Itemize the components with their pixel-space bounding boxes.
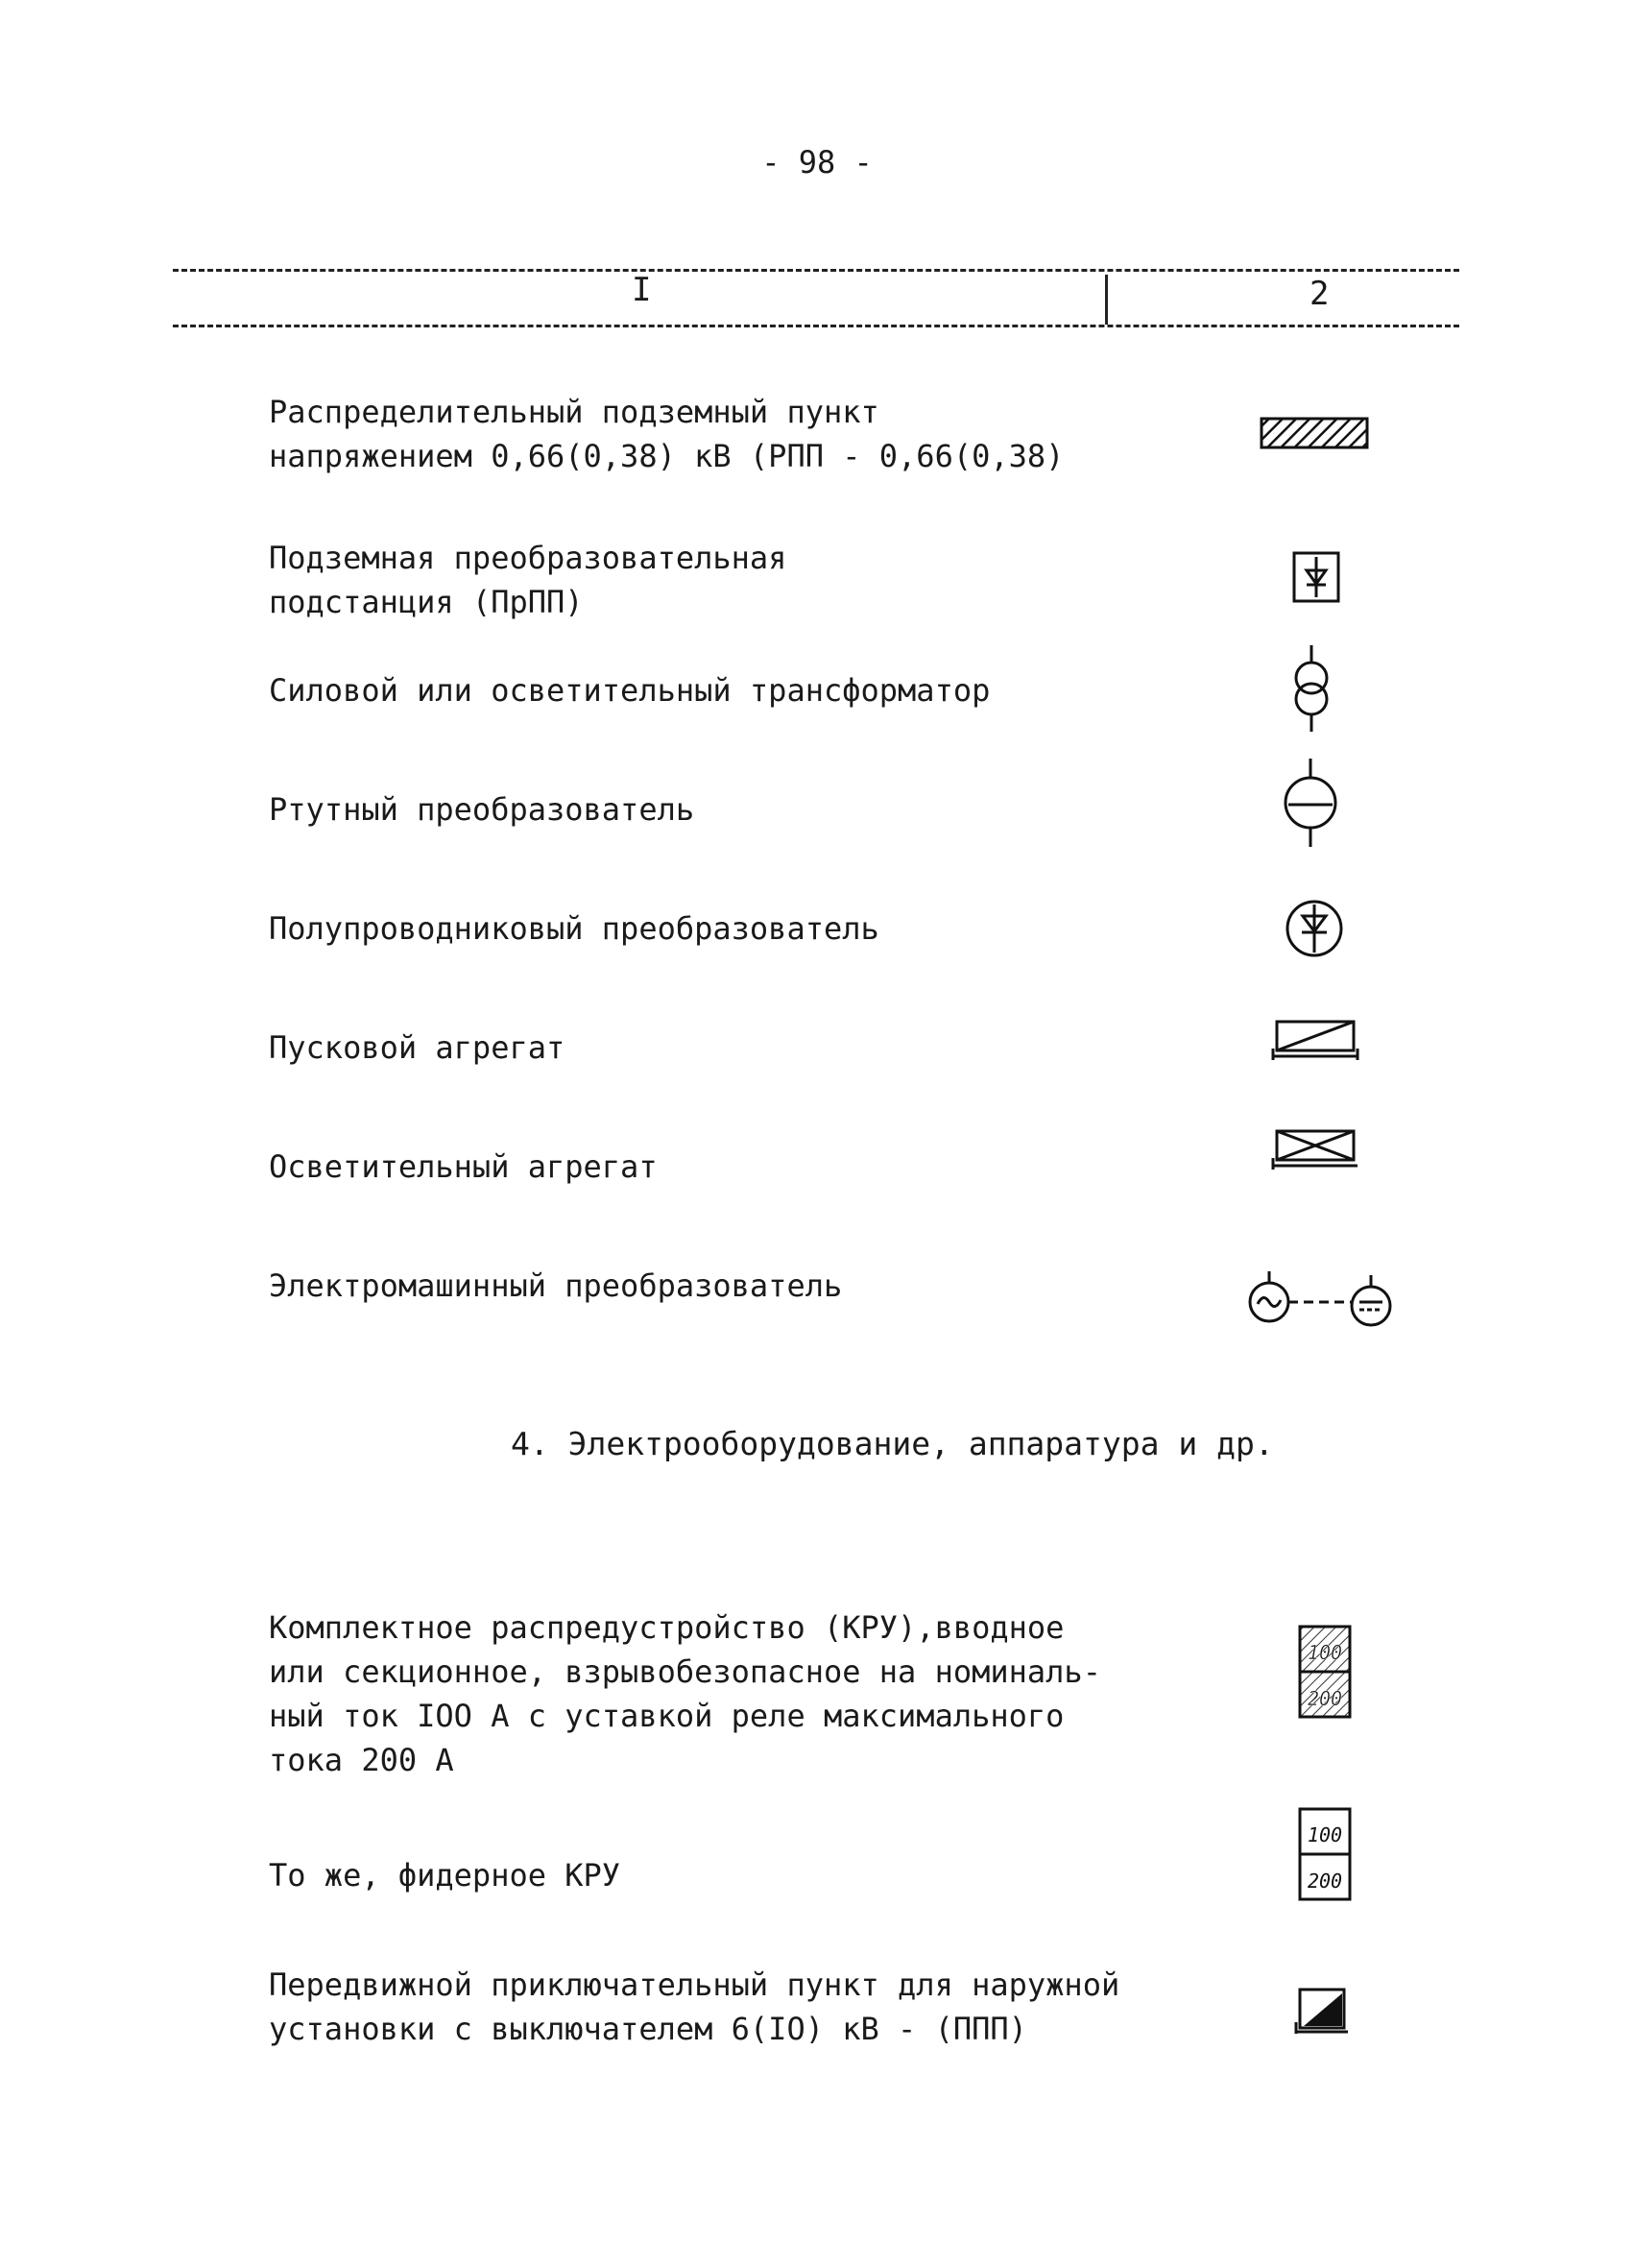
rectifier-substation-icon [1288,547,1346,609]
row-prpp-text: Подземная преобразовательная подстанция (ПрПП) [269,540,787,620]
row-motor-generator-text: Электромашинный преобразователь [269,1267,843,1304]
row-mercury-text: Ртутный преобразователь [269,791,695,828]
row-kru-input-text: Комплектное распредустройство (КРУ),вводное или секционное, взрывобезопасное на номиналь- ный ток IOO А с уставкой реле максимального тока 200 А [269,1609,1101,1778]
row-rpp-text: Распределительный подземный пункт напряжением 0,66(0,38) кВ (РПП - 0,66(0,38) [269,394,1065,474]
motor-generator-icon [1246,1264,1400,1333]
kru-input-rating: 100 [1307,1641,1343,1664]
section-title: 4. Электрооборудование, аппаратура и др. [511,1425,1274,1462]
lighting-unit-icon [1267,1125,1363,1173]
mobile-switch-point-icon [1292,1984,1354,2038]
kru-input-icon [1296,1623,1356,1723]
kru-feeder-rating: 100 [1307,1823,1343,1846]
semiconductor-converter-icon [1283,897,1346,960]
column-divider [1105,275,1108,325]
header-rule-bottom [173,325,1459,327]
row-semiconductor-text: Полупроводниковый преобразователь [269,910,879,947]
kru-input-setting: 200 [1307,1687,1343,1710]
row-ppp-text: Передвижной приключательный пункт для наружной установки с выключателем 6(IO) кВ - (ППП) [269,1966,1120,2047]
page-number: - 98 - [761,144,873,181]
kru-feeder-setting: 200 [1307,1870,1343,1893]
hatched-rectangle-icon [1258,415,1373,453]
row-kru-feeder-text: То же, фидерное КРУ [269,1857,621,1894]
starting-unit-icon [1267,1016,1363,1064]
kru-feeder-icon [1296,1805,1356,1905]
row-starting-text: Пусковой агрегат [269,1029,565,1066]
row-transformer-text: Силовой или осветительный трансформатор [269,672,991,709]
row-lighting-text: Осветительный агрегат [269,1148,658,1185]
header-rule-top [173,269,1459,272]
transformer-icon [1283,641,1340,737]
column-header-1: I [632,271,652,309]
mercury-converter-icon [1277,755,1344,851]
column-header-2: 2 [1310,275,1330,313]
